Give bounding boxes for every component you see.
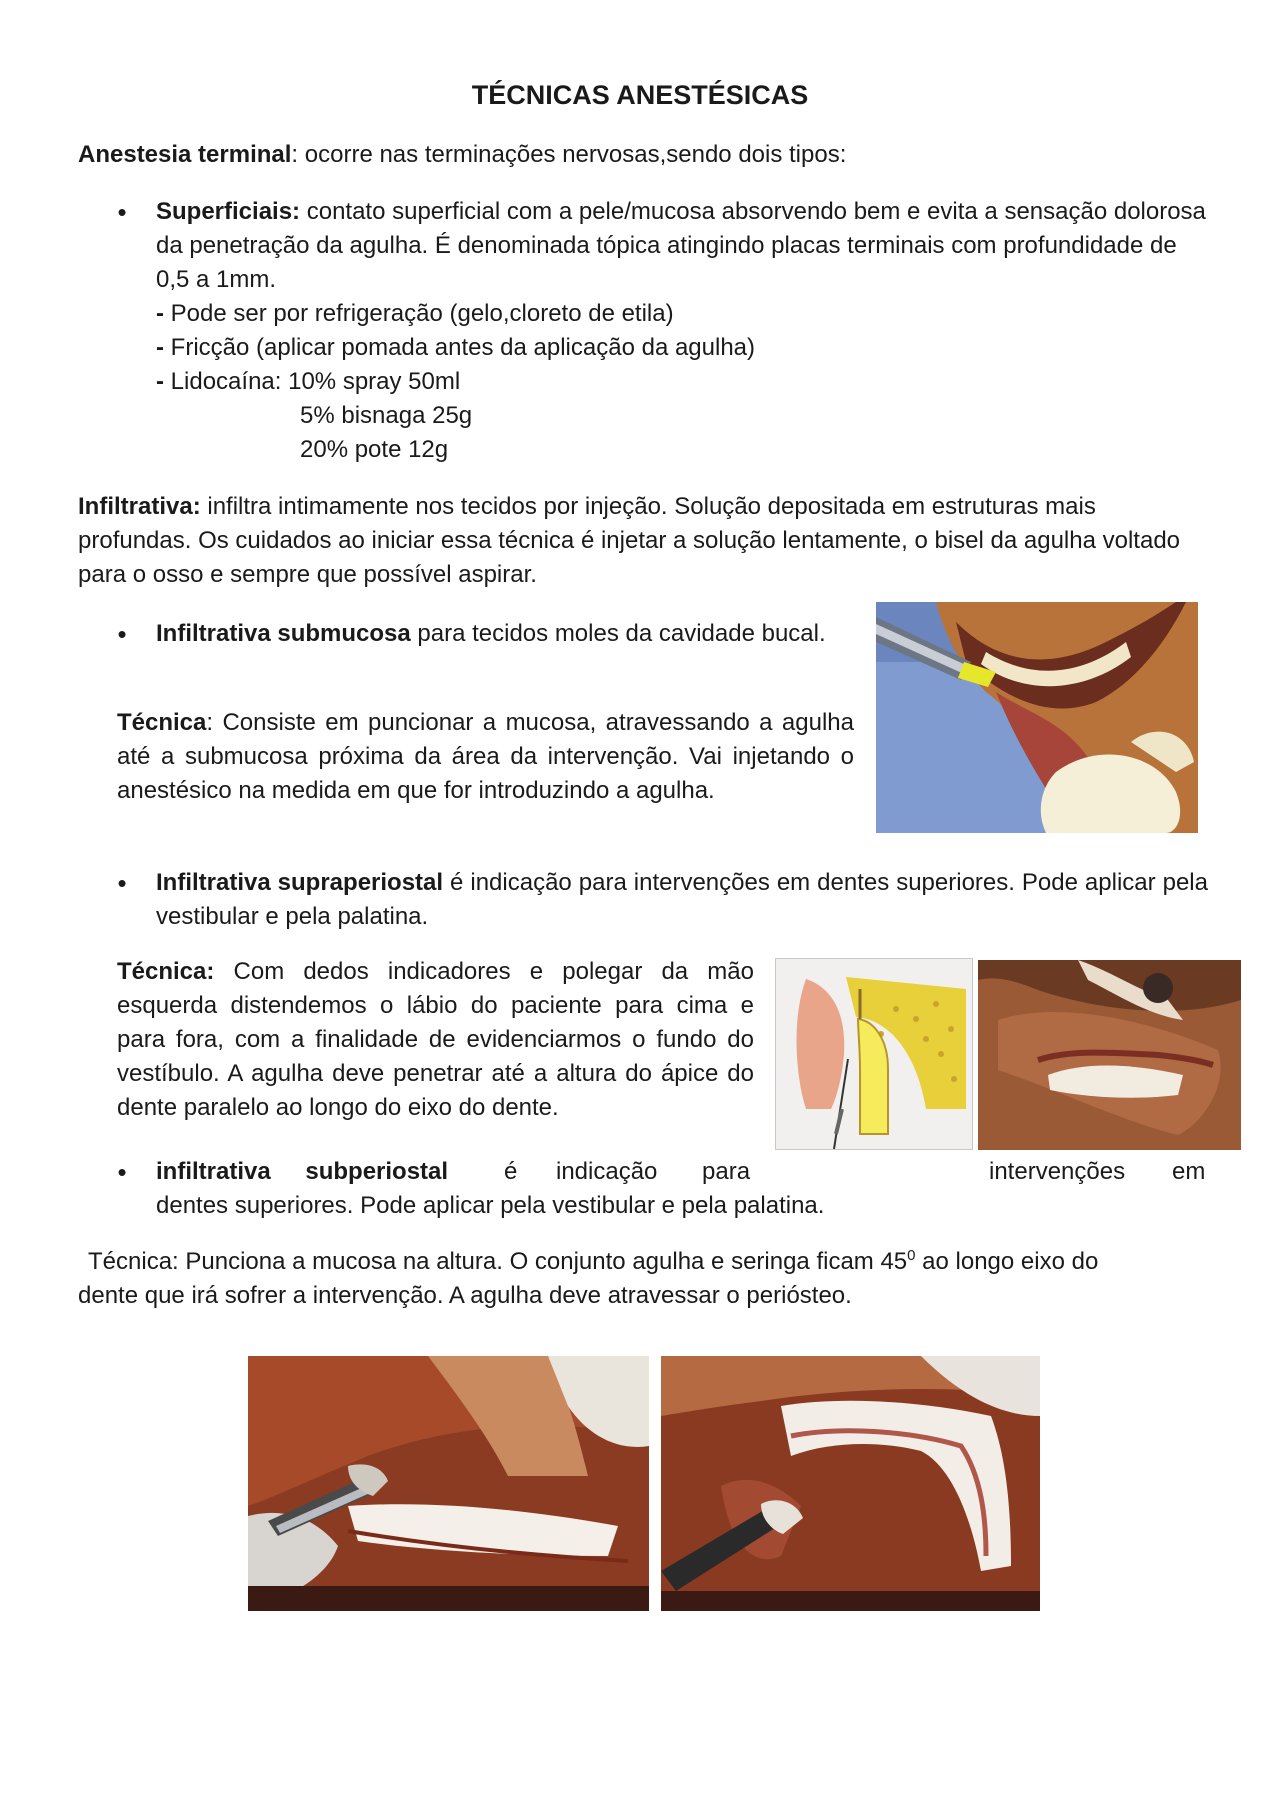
bullet-dot: • xyxy=(117,619,127,649)
tecnica-text: Com dedos indicadores e polegar da mão esquerda distendemos o lábio do paciente para cima e para fora, com a finalidade de evidenciarmos o fundo do vestíbulo. A agulha deve penetrar até a altura do ápice do dente paralelo ao longo do eixo do dente. xyxy=(117,958,754,1121)
lidocaina-row: - Lidocaína: 10% spray 50ml xyxy=(156,368,461,395)
supraperiostal-tecnica xyxy=(117,955,754,1125)
tecnica-line xyxy=(78,1245,1213,1279)
lidocaina-option: 10% spray 50ml xyxy=(288,368,461,395)
submucosa-text: para tecidos moles da cavidade bucal. xyxy=(410,620,826,647)
subperiostal-palatina-photo xyxy=(661,1356,1040,1611)
infiltrativa-text: infiltra intimamente nos tecidos por injeção. Solução depositada em estruturas mais profundas. Os cuidados ao iniciar essa técnica é injetar a solução lentamente, o bisel da agulha voltado para o osso e sempre que possível aspirar. xyxy=(78,493,1181,588)
subperiostal-label: infiltrativa subperiostal xyxy=(156,1158,449,1185)
supraperiostal-photo xyxy=(978,960,1241,1150)
tecnica-text: : Consiste em puncionar a mucosa, atravessando a agulha até a submucosa próxima da área da intervenção. Vai injetando o anestésico na medida em que for introduzindo a agulha. xyxy=(117,709,854,804)
intro-text: : ocorre nas terminações nervosas,sendo dois tipos: xyxy=(291,141,847,168)
subperiostal-item xyxy=(156,1155,1208,1223)
subperiostal-line2: dentes superiores. Pode aplicar pela vestibular e pela palatina. xyxy=(156,1192,825,1219)
superficiais-item xyxy=(156,195,1206,467)
superficiais-label: Superficiais: xyxy=(156,198,301,225)
infiltrativa-paragraph xyxy=(78,490,1208,592)
subperiostal-word: intervenções xyxy=(989,1158,1126,1185)
intro-paragraph xyxy=(78,138,1208,172)
lidocaina-label: Lidocaína: xyxy=(170,368,282,395)
subperiostal-tecnica xyxy=(78,1245,1213,1313)
supraperiostal-item xyxy=(156,866,1208,934)
tecnica-text: ao longo eixo do xyxy=(915,1248,1099,1275)
subperiostal-word: em xyxy=(1172,1158,1206,1185)
infiltrativa-label: Infiltrativa: xyxy=(78,493,201,520)
supraperiostal-label: Infiltrativa supraperiostal xyxy=(156,869,444,896)
supraperiostal-diagram-image xyxy=(775,958,973,1150)
tecnica-label: Técnica xyxy=(117,709,207,736)
tecnica-line: dente que irá sofrer a intervenção. A agulha deve atravessar o periósteo. xyxy=(78,1282,852,1309)
tecnica-label: Técnica: xyxy=(117,958,215,985)
tecnica-text: Técnica: Punciona a mucosa na altura. O conjunto agulha e seringa ficam 45 xyxy=(88,1248,908,1275)
bullet-dot: • xyxy=(117,197,127,227)
intro-label: Anestesia terminal xyxy=(78,141,292,168)
submucosa-injection-photo xyxy=(876,602,1198,833)
superficiais-subitem: - Fricção (aplicar pomada antes da aplicação da agulha) xyxy=(156,334,756,361)
supraperiostal-text: é indicação para intervenções em dentes superiores. Pode aplicar pela vestibular e pela palatina. xyxy=(156,869,1208,930)
submucosa-label: Infiltrativa submucosa xyxy=(156,620,411,647)
bullet-dot: • xyxy=(117,1157,127,1187)
superficiais-subitem: - Pode ser por refrigeração (gelo,cloreto de etila) xyxy=(156,300,674,327)
submucosa-item xyxy=(156,617,854,651)
bullet-dot: • xyxy=(117,868,127,898)
subperiostal-word: é xyxy=(504,1158,518,1185)
subitem-text: Fricção (aplicar pomada antes da aplicação da agulha) xyxy=(170,334,756,361)
submucosa-tecnica xyxy=(117,706,854,808)
subitem-text: Pode ser por refrigeração (gelo,cloreto de etila) xyxy=(170,300,674,327)
lidocaina-option: 5% bisnaga 25g xyxy=(300,402,473,429)
subperiostal-vestibular-photo xyxy=(248,1356,649,1611)
subperiostal-word: para xyxy=(702,1158,751,1185)
superficiais-text: contato superficial com a pele/mucosa absorvendo bem e evita a sensação dolorosa da penetração da agulha. É denominada tópica atingindo placas terminais com profundidade de 0,5 a 1mm. xyxy=(156,198,1206,293)
subperiostal-word: indicação xyxy=(556,1158,658,1185)
degree-sign: 0 xyxy=(907,1247,916,1264)
lidocaina-option: 20% pote 12g xyxy=(300,436,449,463)
page-title: TÉCNICAS ANESTÉSICAS xyxy=(471,80,809,110)
